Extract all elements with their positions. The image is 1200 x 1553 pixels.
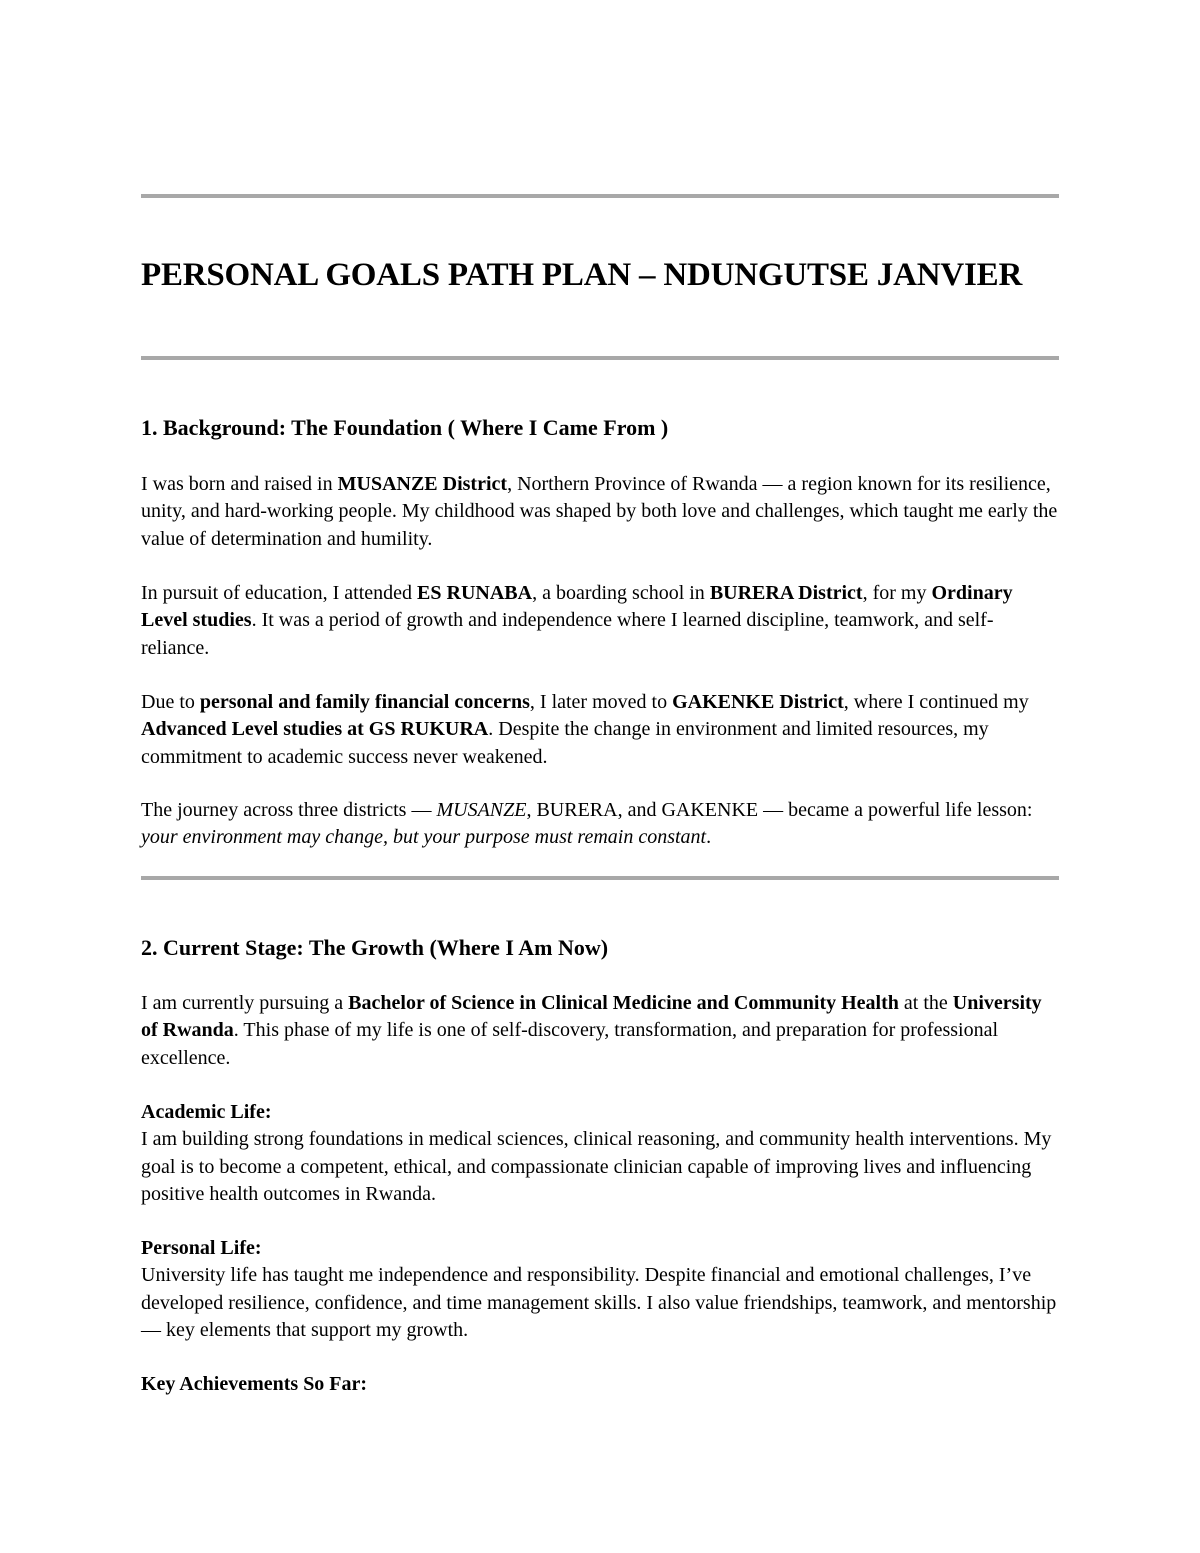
text-run: , a boarding school in bbox=[532, 582, 710, 604]
bold-text: GAKENKE District bbox=[672, 691, 844, 713]
text-run: . Despite the change in environment and limited resources, my commitment to academic success never weakened. bbox=[141, 718, 989, 768]
bold-text: personal and family financial concerns bbox=[199, 691, 530, 713]
text-run: . It was a period of growth and independence where I learned discipline, teamwork, and self-reliance. bbox=[141, 609, 994, 659]
italic-text: MUSANZE bbox=[436, 799, 527, 821]
horizontal-rule bbox=[141, 356, 1059, 360]
key-achievements-label-text: Key Achievements So Far: bbox=[141, 1373, 368, 1395]
text-run: , for my bbox=[862, 582, 932, 604]
text-run: I was born and raised in bbox=[141, 473, 338, 495]
background-paragraph-4 bbox=[141, 797, 1059, 852]
text-run: The journey across three districts — bbox=[141, 799, 437, 821]
academic-life-text: I am building strong foundations in medical sciences, clinical reasoning, and community health interventions. My goal is to become a competent, ethical, and compassionate clinician capable of improving lives and influencing positive health outcomes in Rwanda. bbox=[141, 1128, 1052, 1206]
bold-text: Ordinary Level studies bbox=[141, 582, 1013, 632]
key-achievements-label bbox=[141, 1371, 1059, 1398]
italic-text: your environment may change, but your purpose must remain constant bbox=[141, 826, 707, 849]
horizontal-rule bbox=[141, 876, 1059, 880]
personal-life-text: University life has taught me independence and responsibility. Despite financial and emotional challenges, I’ve developed resilience, confidence, and time management skills. I also value friendships, teamwork, and mentorship — key elements that support my growth. bbox=[141, 1264, 1057, 1342]
text-run: , BURERA, and GAKENKE — became a powerful life lesson: bbox=[526, 799, 1033, 821]
background-paragraph-3 bbox=[141, 689, 1059, 771]
background-paragraph-1 bbox=[141, 471, 1059, 553]
personal-life-block bbox=[141, 1235, 1059, 1345]
bold-text: University of Rwanda bbox=[141, 992, 1042, 1042]
bold-text: Bachelor of Science in Clinical Medicine and Community Health bbox=[348, 992, 899, 1014]
bold-text: ES RUNABA bbox=[417, 582, 533, 604]
current-stage-paragraph bbox=[141, 990, 1059, 1072]
bold-text: Advanced Level studies at GS RUKURA bbox=[141, 718, 489, 741]
text-run: In pursuit of education, I attended bbox=[141, 582, 418, 604]
section-2-heading: 2. Current Stage: The Growth (Where I Am Now) bbox=[141, 935, 609, 960]
personal-life-label: Personal Life: bbox=[141, 1237, 262, 1259]
horizontal-rule bbox=[141, 194, 1059, 198]
text-run: . This phase of my life is one of self-discovery, transformation, and preparation for professional excellence. bbox=[141, 1019, 999, 1069]
text-run: Due to bbox=[141, 691, 200, 713]
bold-text: MUSANZE District bbox=[337, 473, 508, 495]
text-run: , Northern Province of Rwanda — a region known for its resilience, unity, and hard-working people. My childhood was shaped by both love and challenges, which taught me early the value of determination and humility. bbox=[141, 473, 1058, 550]
text-run: , where I continued my bbox=[843, 691, 1029, 713]
document-title: PERSONAL GOALS PATH PLAN – NDUNGUTSE JANVIER bbox=[141, 257, 1023, 293]
text-run: at the bbox=[898, 992, 953, 1014]
academic-life-label: Academic Life: bbox=[141, 1101, 272, 1123]
academic-life-block bbox=[141, 1099, 1059, 1209]
text-run: , I later moved to bbox=[529, 691, 673, 713]
text-run: . bbox=[706, 826, 712, 849]
bold-text: BURERA District bbox=[709, 582, 863, 604]
text-run: I am currently pursuing a bbox=[141, 992, 349, 1014]
section-1-heading: 1. Background: The Foundation ( Where I Came From ) bbox=[141, 415, 669, 440]
background-paragraph-2 bbox=[141, 580, 1059, 662]
